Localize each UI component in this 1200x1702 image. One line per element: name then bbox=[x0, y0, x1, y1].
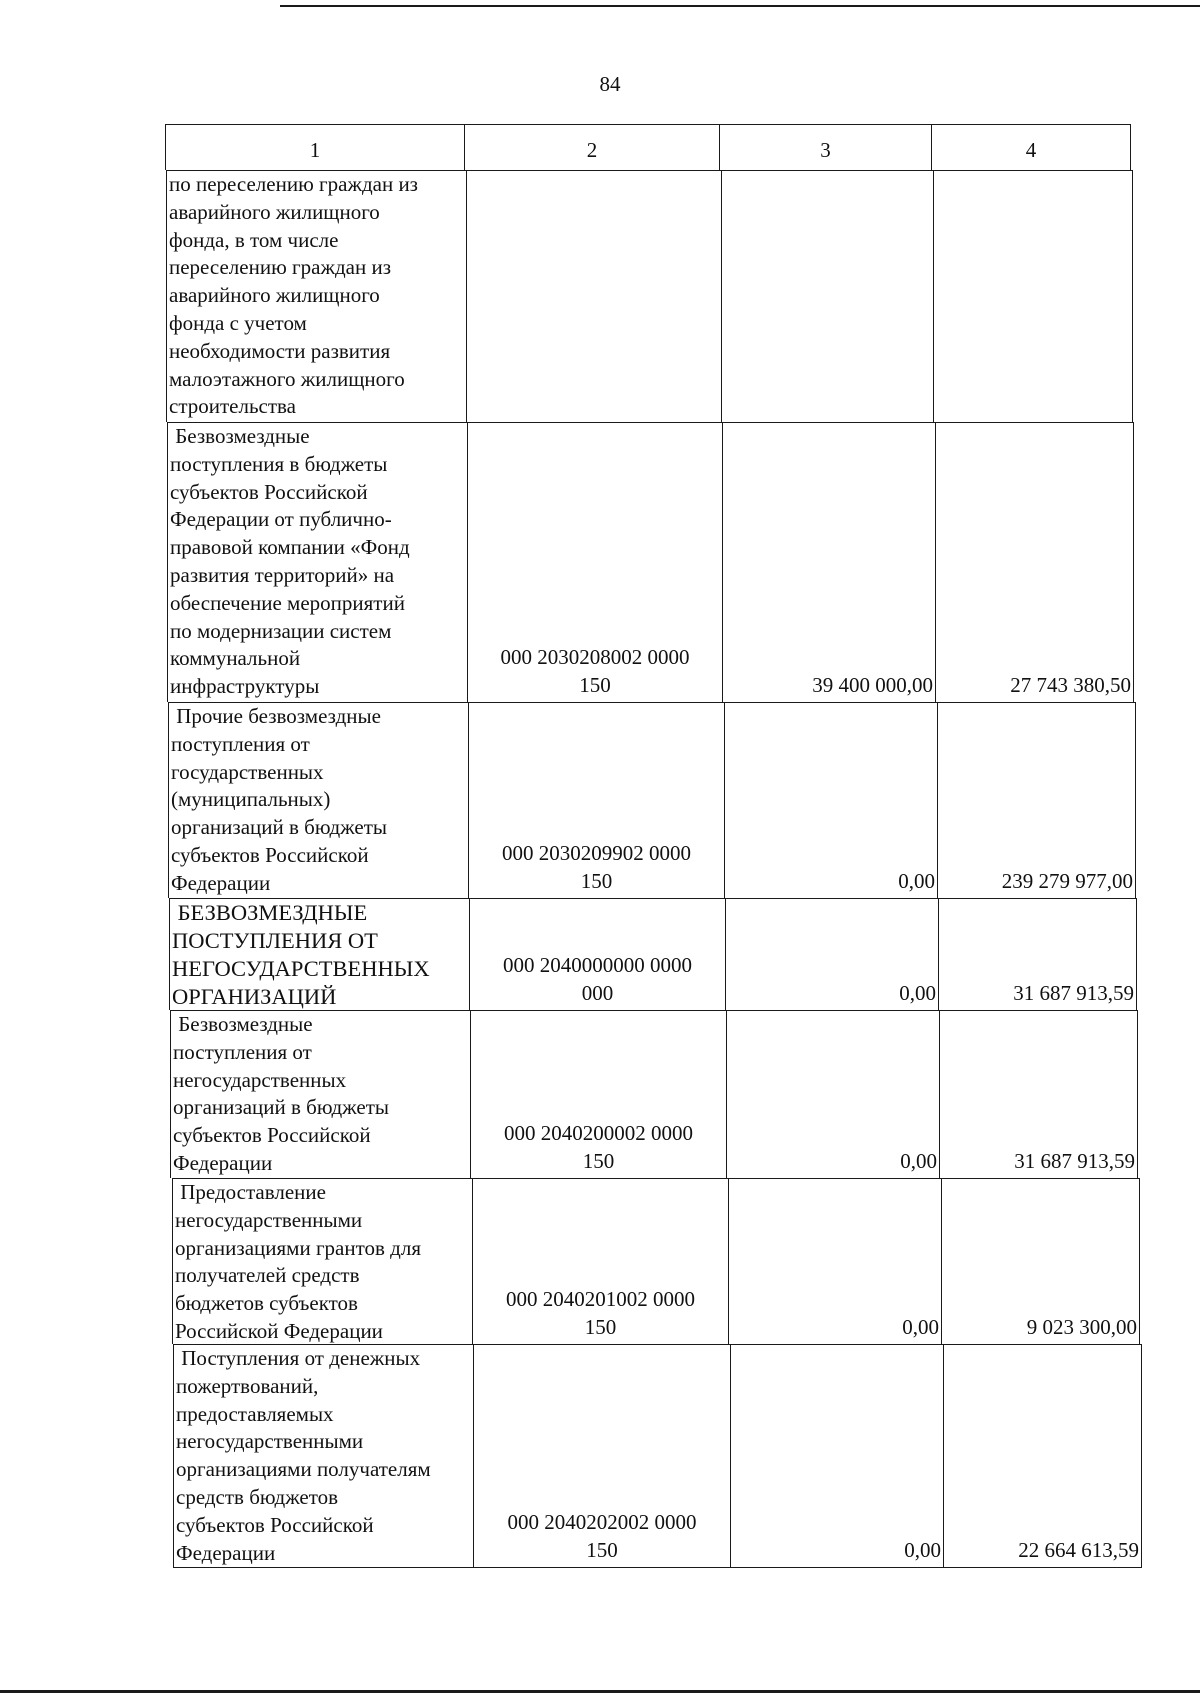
row-code: 000 2040201002 0000 150 bbox=[472, 1178, 728, 1344]
row-code: 000 2040200002 0000 150 bbox=[470, 1010, 726, 1178]
table-row bbox=[166, 170, 1133, 422]
column-header-4: 4 bbox=[931, 124, 1131, 170]
row-code: 000 2040000000 0000 000 bbox=[469, 898, 725, 1010]
row-code: 000 2030208002 0000 150 bbox=[467, 422, 722, 702]
row-value-col3: 0,00 bbox=[724, 702, 937, 898]
row-value-col4: 22 664 613,59 bbox=[943, 1344, 1142, 1568]
table-row bbox=[170, 1010, 1138, 1178]
page-number: 84 bbox=[599, 72, 621, 96]
row-value-col3: 0,00 bbox=[726, 1010, 939, 1178]
table-row bbox=[167, 422, 1134, 702]
row-value-col4: 31 687 913,59 bbox=[938, 898, 1137, 1010]
row-value-col3: 39 400 000,00 bbox=[722, 422, 935, 702]
row-description: Безвозмездные поступления от негосударственных организаций в бюджеты субъектов Российской Федерации bbox=[170, 1010, 470, 1178]
row-value-col3 bbox=[721, 170, 933, 422]
row-code bbox=[466, 170, 721, 422]
row-code: 000 2030209902 0000 150 bbox=[468, 702, 724, 898]
table-row bbox=[173, 1344, 1142, 1568]
table-row bbox=[172, 1178, 1140, 1344]
row-description: БЕЗВОЗМЕЗДНЫЕ ПОСТУПЛЕНИЯ ОТ НЕГОСУДАРСТВЕННЫХ ОРГАНИЗАЦИЙ bbox=[169, 898, 469, 1010]
row-description: Поступления от денежных пожертвований, предоставляемых негосударственными организациями получателям средств бюджетов субъектов Российской Федерации bbox=[173, 1344, 473, 1568]
column-header-1: 1 bbox=[165, 124, 464, 170]
column-header-3: 3 bbox=[719, 124, 931, 170]
table-row bbox=[169, 898, 1137, 1010]
table-row bbox=[168, 702, 1136, 898]
top-scan-edge bbox=[280, 5, 1200, 7]
bottom-scan-edge bbox=[0, 1690, 1200, 1693]
row-value-col3: 0,00 bbox=[730, 1344, 943, 1568]
row-value-col4 bbox=[933, 170, 1133, 422]
row-description: Безвозмездные поступления в бюджеты субъектов Российской Федерации от публично- правовой компании «Фонд развития территорий» на обеспечение мероприятий по модернизации систем коммунальной инфраструктуры bbox=[167, 422, 467, 702]
row-description: Предоставление негосударственными организациями грантов для получателей средств бюджетов субъектов Российской Федерации bbox=[172, 1178, 472, 1344]
row-description: по переселению граждан из аварийного жилищного фонда, в том числе переселению граждан из аварийного жилищного фонда с учетом необходимости развития малоэтажного жилищного строительства bbox=[166, 170, 466, 422]
row-description: Прочие безвозмездные поступления от государственных (муниципальных) организаций в бюджеты субъектов Российской Федерации bbox=[168, 702, 468, 898]
row-value-col4: 9 023 300,00 bbox=[941, 1178, 1140, 1344]
row-value-col4: 239 279 977,00 bbox=[937, 702, 1136, 898]
row-value-col4: 27 743 380,50 bbox=[935, 422, 1134, 702]
row-value-col4: 31 687 913,59 bbox=[939, 1010, 1138, 1178]
column-header-2: 2 bbox=[464, 124, 719, 170]
table-header-row bbox=[165, 124, 1131, 170]
row-value-col3: 0,00 bbox=[728, 1178, 941, 1344]
row-code: 000 2040202002 0000 150 bbox=[473, 1344, 730, 1568]
row-value-col3: 0,00 bbox=[725, 898, 938, 1010]
